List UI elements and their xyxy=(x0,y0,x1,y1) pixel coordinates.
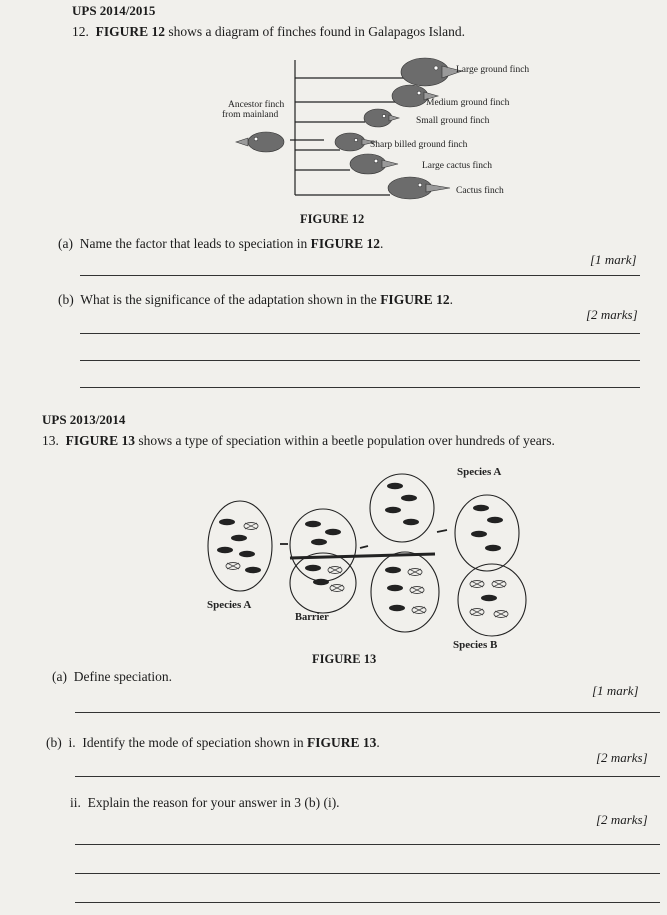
part-label: (b) xyxy=(58,292,74,307)
section-header-2013: UPS 2013/2014 xyxy=(42,412,126,427)
section-header-2014: UPS 2014/2015 xyxy=(72,3,156,18)
q13b-i-answer-line[interactable] xyxy=(75,776,660,777)
beetles-species-b-1 xyxy=(385,567,426,614)
arrow-2 xyxy=(360,546,368,548)
finch-diagram xyxy=(200,50,540,210)
sub-part-label: i. xyxy=(68,735,76,750)
beetles-species-a-2 xyxy=(471,505,503,551)
part-label: (a) xyxy=(58,236,73,251)
question-number: 12. xyxy=(72,24,89,39)
part-label: (a) xyxy=(52,669,67,684)
q12b-answer-line-2[interactable] xyxy=(80,360,640,361)
finch-label-2: Medium ground finch xyxy=(426,98,510,108)
q13b-i-marks: [2 marks] xyxy=(596,750,648,765)
species-b-label: Species B xyxy=(453,639,498,651)
q12b-marks: [2 marks] xyxy=(586,307,638,322)
q12a-answer-line[interactable] xyxy=(80,275,640,276)
question-text: shows a diagram of finches found in Galapagos Island. xyxy=(165,24,465,39)
species-a-left-label: Species A xyxy=(207,599,252,611)
figure-reference: FIGURE 13 xyxy=(65,433,136,448)
cactus-finch-icon xyxy=(388,177,450,199)
question-number: 13. xyxy=(42,433,59,448)
beetles-initial xyxy=(217,519,261,573)
figure-12-caption: FIGURE 12 xyxy=(300,212,365,226)
q13b-ii-marks: [2 marks] xyxy=(596,812,648,827)
small-ground-finch-icon xyxy=(364,109,399,127)
population-initial xyxy=(208,501,272,591)
large-ground-finch-icon xyxy=(401,58,462,86)
q12a-text: (a) Name the factor that leads to speciation in FIGURE 12. xyxy=(58,236,384,251)
beetles-species-a-1 xyxy=(385,483,419,525)
q13a-text: (a) Define speciation. xyxy=(52,669,172,684)
q13a-answer-line[interactable] xyxy=(75,712,660,713)
beetle-diagram xyxy=(195,458,545,653)
species-b-pop-1 xyxy=(371,552,439,632)
finch-label-5: Large cactus finch xyxy=(422,161,492,171)
barrier-label: Barrier xyxy=(295,612,329,623)
population-split-top xyxy=(290,509,356,581)
species-a-top-label: Species A xyxy=(457,466,502,478)
sub-part-label: ii. xyxy=(70,795,81,810)
large-cactus-finch-icon xyxy=(350,154,398,174)
question-text: shows a type of speciation within a beetle population over hundreds of years. xyxy=(135,433,555,448)
figure-reference: FIGURE 12 xyxy=(95,24,166,39)
beetles-species-b-2 xyxy=(470,581,508,618)
question-12-stem xyxy=(72,24,465,40)
q13b-ii-answer-line-1[interactable] xyxy=(75,844,660,845)
q12b-text: (b) What is the significance of the adaptation shown in the FIGURE 12. xyxy=(58,292,453,307)
species-a-pop-1 xyxy=(370,474,434,542)
q13b-ii-text: ii. Explain the reason for your answer in 3 (b) (i). xyxy=(70,795,340,810)
q13b-ii-answer-line-2[interactable] xyxy=(75,873,660,874)
finch-label-3: Small ground finch xyxy=(416,116,490,126)
ancestor-finch-icon xyxy=(236,132,284,152)
figure-13-caption: FIGURE 13 xyxy=(312,652,377,666)
question-13-stem xyxy=(42,433,555,449)
part-label: (b) xyxy=(46,735,62,750)
finch-label-1: Large ground finch xyxy=(456,65,530,75)
q12b-answer-line-3[interactable] xyxy=(80,387,640,388)
ancestor-label-line2: from mainland xyxy=(222,110,279,120)
finch-label-6: Cactus finch xyxy=(456,186,504,196)
arrow-3 xyxy=(437,530,447,532)
q13b-ii-answer-line-3[interactable] xyxy=(75,902,660,903)
ancestor-label-line1: Ancestor finch xyxy=(228,100,285,110)
q12b-answer-line-1[interactable] xyxy=(80,333,640,334)
beetles-split-top xyxy=(305,521,341,545)
finch-label-4: Sharp billed ground finch xyxy=(370,140,468,150)
q13a-marks: [1 mark] xyxy=(592,683,639,698)
q13b-i-text: (b) i. Identify the mode of speciation shown in FIGURE 13. xyxy=(46,735,380,750)
q12a-marks: [1 mark] xyxy=(590,252,637,267)
